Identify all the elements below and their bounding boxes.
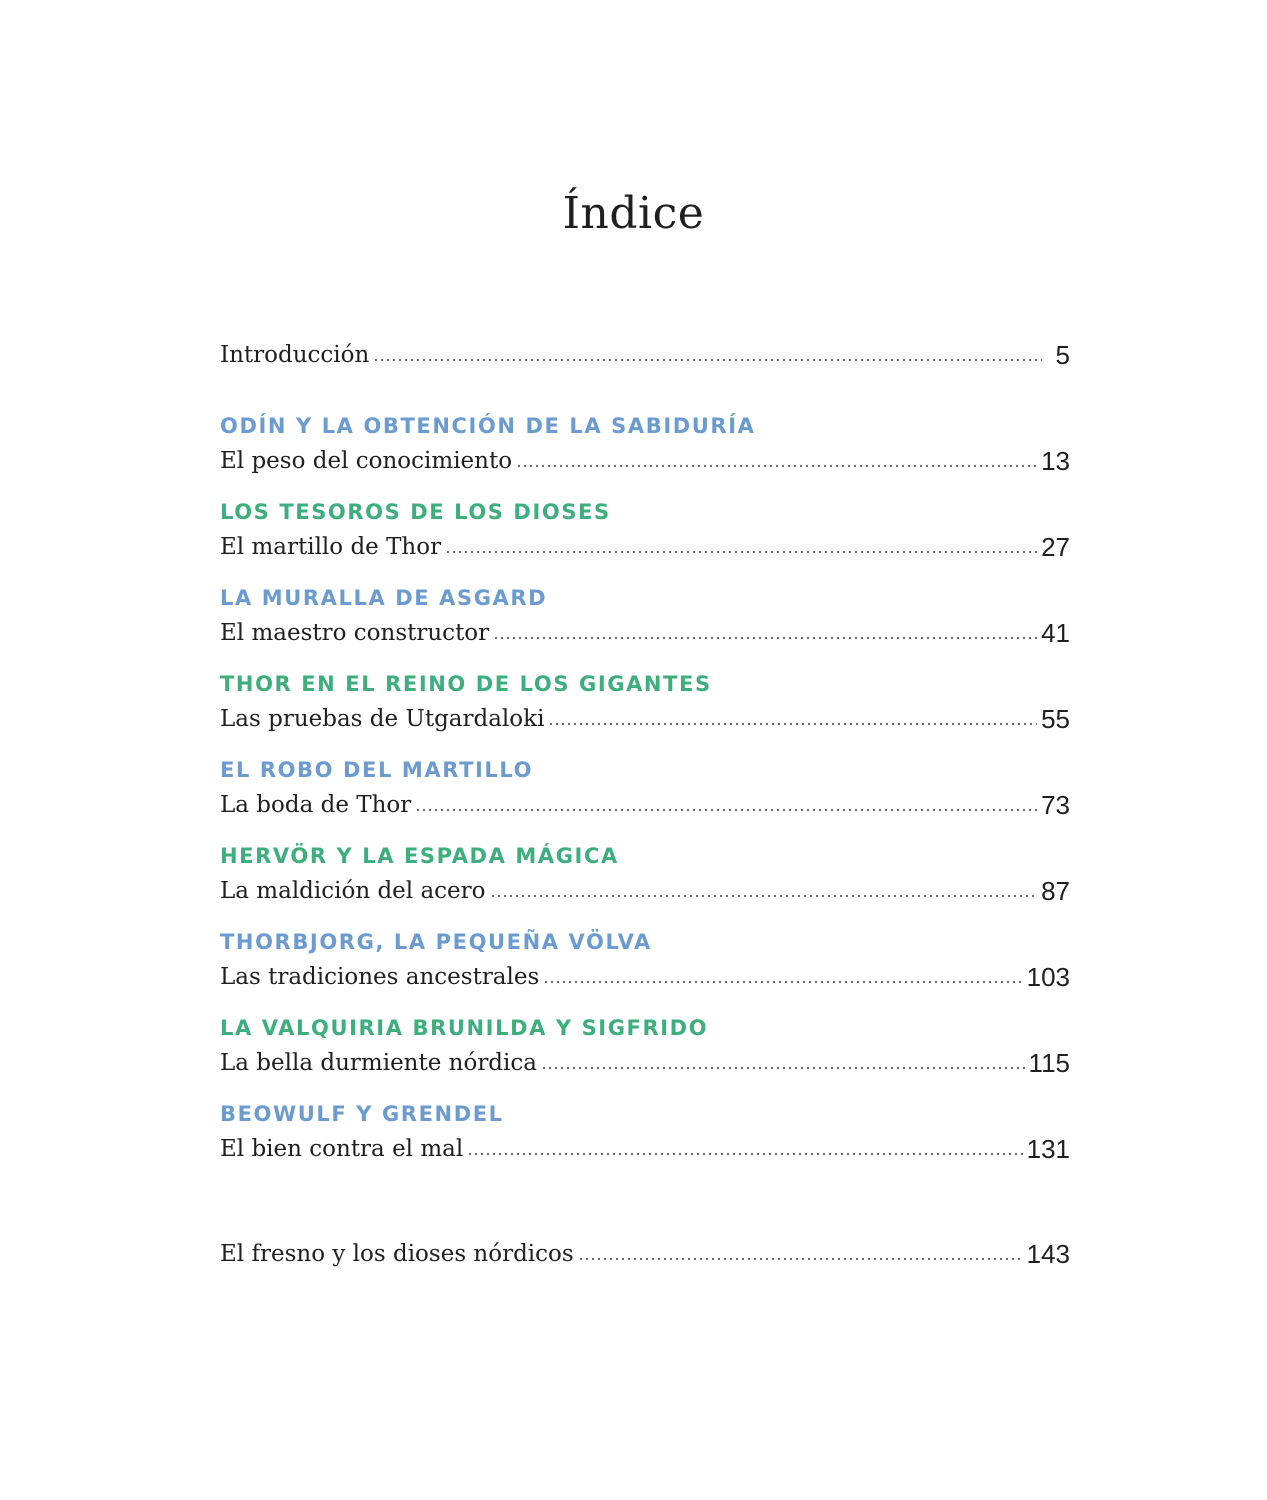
- toc-entry-introduction[interactable]: [220, 336, 1070, 370]
- toc-page-number: 27: [1041, 532, 1070, 562]
- dot-leader: [467, 1146, 1022, 1156]
- dot-leader: [445, 544, 1037, 554]
- toc-entry[interactable]: [220, 1044, 1070, 1078]
- toc-entry-title: Introducción: [220, 342, 370, 368]
- toc-entry-title: Las tradiciones ancestrales: [220, 964, 540, 990]
- section-heading: BEOWULF Y GRENDEL: [220, 1102, 504, 1126]
- toc-entry-closing[interactable]: [220, 1235, 1070, 1269]
- toc-page-number: 103: [1026, 962, 1070, 992]
- dot-leader: [541, 1060, 1025, 1070]
- toc-entry-title: La boda de Thor: [220, 792, 412, 818]
- dot-leader: [490, 888, 1038, 898]
- toc-entry-title: El maestro constructor: [220, 620, 490, 646]
- dot-leader: [543, 974, 1022, 984]
- toc-page-number: 115: [1028, 1048, 1070, 1078]
- section-heading: EL ROBO DEL MARTILLO: [220, 758, 534, 782]
- toc-entry-title: El bien contra el mal: [220, 1136, 464, 1162]
- toc-entry[interactable]: [220, 614, 1070, 648]
- toc-entry-title: La bella durmiente nórdica: [220, 1050, 537, 1076]
- dot-leader: [578, 1251, 1023, 1261]
- toc-entry-title: El martillo de Thor: [220, 534, 442, 560]
- toc-entry[interactable]: [220, 700, 1070, 734]
- toc-page-number: 131: [1026, 1134, 1070, 1164]
- toc-entry-title: El fresno y los dioses nórdicos: [220, 1241, 574, 1267]
- dot-leader: [548, 716, 1037, 726]
- toc-entry-title: Las pruebas de Utgardaloki: [220, 706, 545, 732]
- toc-entry-title: El peso del conocimiento: [220, 448, 513, 474]
- toc-page-number: 5: [1055, 340, 1070, 370]
- dot-leader: [493, 630, 1037, 640]
- section-heading: LOS TESOROS DE LOS DIOSES: [220, 500, 611, 524]
- section-heading: LA VALQUIRIA BRUNILDA Y SIGFRIDO: [220, 1016, 709, 1040]
- section-heading: ODÍN Y LA OBTENCIÓN DE LA SABIDURÍA: [220, 414, 756, 438]
- toc-entry-title: La maldición del acero: [220, 878, 486, 904]
- section-heading: HERVÖR Y LA ESPADA MÁGICA: [220, 844, 619, 868]
- toc-entry[interactable]: [220, 872, 1070, 906]
- dot-leader: [415, 802, 1037, 812]
- toc-page-number: 41: [1041, 618, 1070, 648]
- toc-entry[interactable]: [220, 528, 1070, 562]
- page-title: Índice: [562, 188, 705, 239]
- section-heading: THOR EN EL REINO DE LOS GIGANTES: [220, 672, 712, 696]
- toc-page-number: 143: [1026, 1239, 1070, 1269]
- section-heading: THORBJORG, LA PEQUEÑA VÖLVA: [220, 930, 652, 954]
- dot-leader: [516, 458, 1037, 468]
- section-heading: LA MURALLA DE ASGARD: [220, 586, 548, 610]
- toc-entry[interactable]: [220, 442, 1070, 476]
- toc-entry[interactable]: [220, 786, 1070, 820]
- toc-page-number: 55: [1041, 704, 1070, 734]
- toc-entry[interactable]: [220, 958, 1070, 992]
- toc-page-number: 13: [1041, 446, 1070, 476]
- toc-entry[interactable]: [220, 1130, 1070, 1164]
- toc-page-number: 87: [1041, 876, 1070, 906]
- toc-page-number: 73: [1041, 790, 1070, 820]
- dot-leader: [373, 352, 1042, 362]
